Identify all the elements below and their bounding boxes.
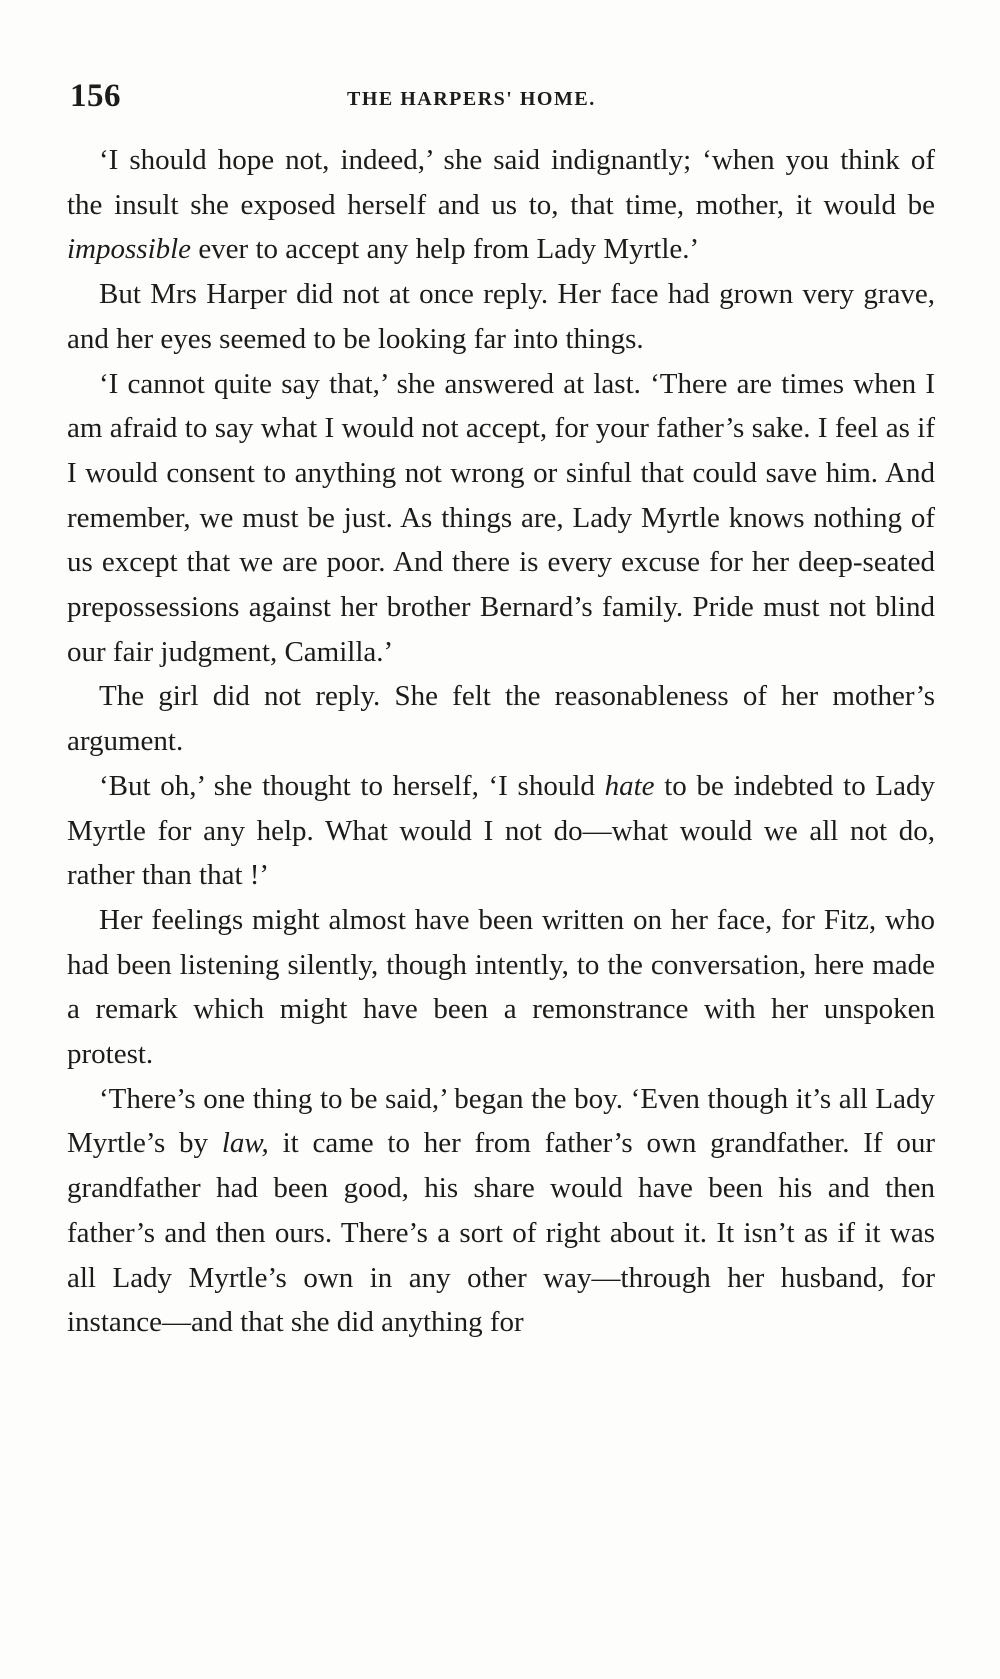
italic-emphasis: hate (604, 769, 655, 802)
text-run: to be indebted to Lady Myrtle for any help. What would I not do—what would we all not do, rather than that !’ (67, 769, 935, 892)
paragraph (67, 272, 935, 361)
paragraph (67, 764, 935, 898)
text-run: ‘I cannot quite say that,’ she answered at last. ‘There are times when I am afraid to say what I would not accept, for your father’s sake. I feel as if I would consent to anything not wrong or sinful that could save him. And remember, we must be just. As things are, Lady Myrtle knows nothing of us except that we are poor. And there is every excuse for her deep-seated prepossessions against her brother Bernard’s family. Pride must not blind our fair judgment, Camilla.’ (67, 367, 935, 668)
paragraph (67, 674, 935, 763)
paragraph (67, 898, 935, 1077)
paragraph (67, 362, 935, 675)
paragraph (67, 1077, 935, 1345)
text-run: The girl did not reply. She felt the reasonableness of her mother’s argument. (67, 680, 935, 758)
italic-emphasis: law, (221, 1127, 269, 1160)
text-run: ‘But oh,’ she thought to herself, ‘I should (99, 769, 605, 802)
text-run: But Mrs Harper did not at once reply. Her face had grown very grave, and her eyes seemed to be looking far into things. (67, 278, 935, 355)
text-run: Her feelings might almost have been written on her face, for Fitz, who had been listening silently, though intently, to the conversation, here made a remark which might have been a remonstrance with her unspoken protest. (67, 903, 935, 1071)
text-run: ‘I should hope not, indeed,’ she said indignantly; ‘when you think of the insult she exposed herself and us to, that time, mother, it would be (67, 144, 935, 221)
body-text (67, 138, 935, 1345)
text-run: it came to her from father’s own grandfather. If our grandfather had been good, his share would have been his and then father’s and then ours. There’s a sort of right about it. It isn’t as if it was all Lady Myrtle’s own in any other way—through her husband, for instance—and that she did anything for (67, 1127, 935, 1339)
text-run: ever to accept any help from Lady Myrtle.’ (191, 233, 700, 266)
text-run: ‘There’s one thing to be said,’ began the boy. ‘Even though it’s all Lady Myrtle’s by (67, 1082, 935, 1160)
italic-emphasis: impossible (67, 233, 192, 266)
paragraph (67, 138, 935, 272)
running-head: THE HARPERS' HOME. (347, 88, 596, 110)
page-number: 156 (70, 78, 121, 114)
page-header (70, 78, 932, 118)
